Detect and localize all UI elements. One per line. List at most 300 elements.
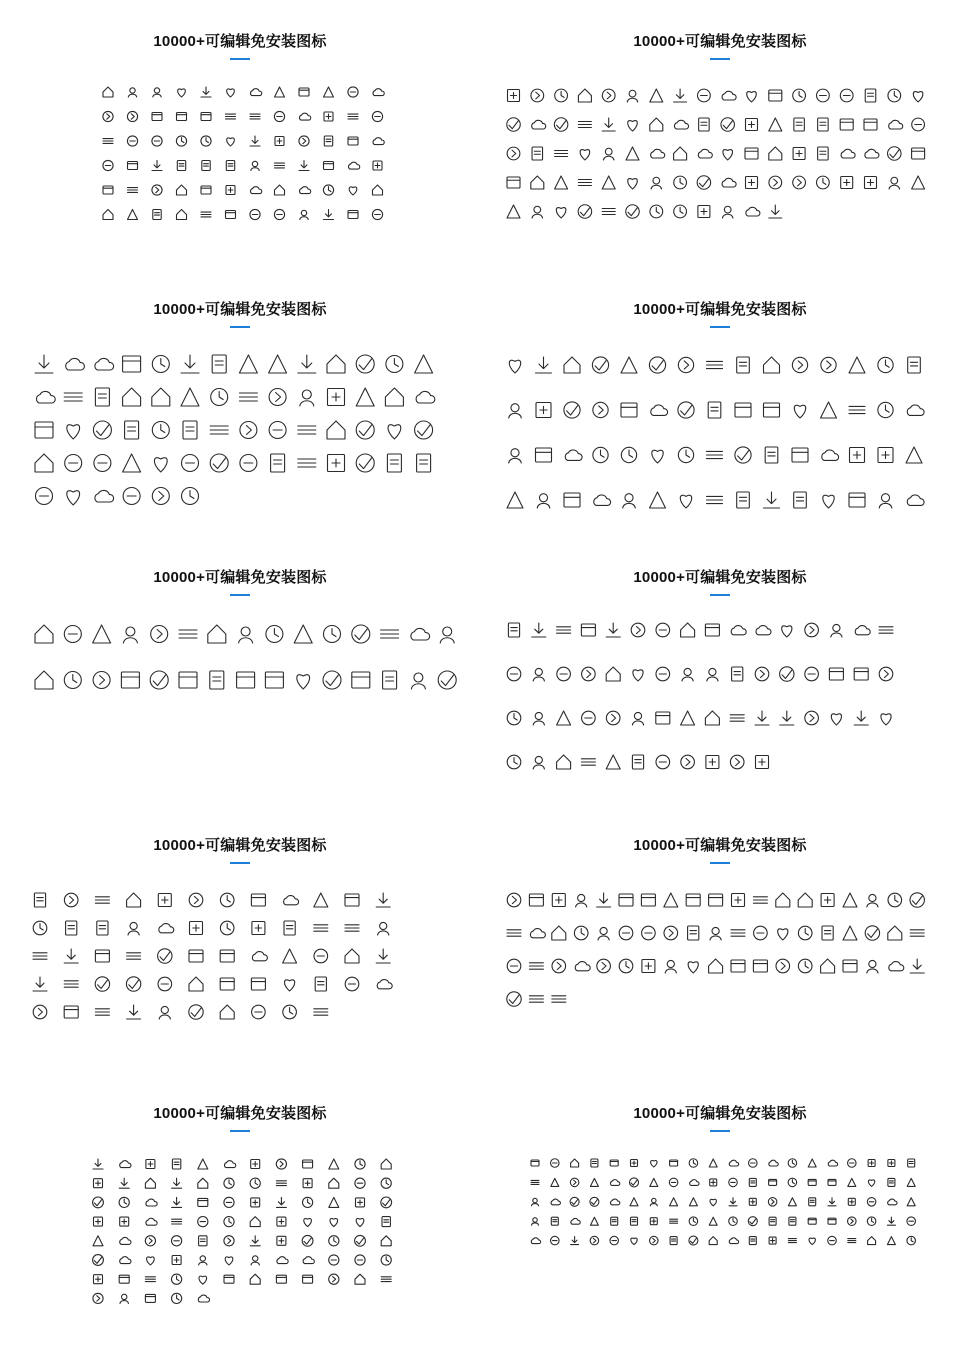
guarani-icon [606,667,620,681]
font-size-icon [593,447,608,462]
sun-snow-icon [125,421,139,439]
calendar-search-icon [376,893,390,907]
sync-icon [177,185,187,195]
eye-icon [145,1236,155,1246]
pound-icon [656,667,670,681]
music-note-icon [828,1236,837,1245]
tabs-icon [908,357,921,373]
wand-icon [610,1180,619,1186]
trophy-icon [913,92,923,102]
cloud-clock-icon [159,924,174,933]
leo-icon [328,389,345,406]
medal-icon [828,1179,836,1185]
warning-icon [94,1217,103,1226]
brush-icon [906,447,922,463]
pill-icon [597,893,611,907]
pin-icon [93,1159,103,1169]
align-h-center-icon [537,494,550,508]
more-icon [626,205,640,219]
sagittarius-icon [388,425,401,439]
cloud-up-icon [314,925,328,931]
flag-wave-icon [152,136,162,146]
basket-down-icon [656,712,670,724]
card-icon [532,120,546,129]
play-icon [841,177,853,189]
notepad-icon [602,209,615,215]
cloud-heavy-rain-icon [387,454,401,472]
drop-icon [507,118,521,132]
briefcase-icon [251,1160,260,1169]
cloud-icon [152,356,169,373]
user-5-icon [610,1160,618,1166]
lock-icon [276,1275,286,1283]
dash-circle-icon [152,113,162,121]
align-left-bar-icon [564,493,580,507]
thumbs-up-icon [299,136,309,146]
gauge-icon [912,148,925,159]
cube-icon [808,1179,816,1185]
search-plus-icon [355,1235,366,1246]
corner-2-circle-icon [888,893,902,907]
magnet-icon [507,492,523,508]
close-icon [746,177,758,189]
search-icon [172,1236,182,1246]
arrow-left-icon [201,186,211,194]
aquarius-icon [35,355,53,373]
icon-panel-8 [480,804,960,1072]
text-cursor-icon [907,405,924,415]
face-icon [769,1179,777,1185]
link-icon [650,1198,657,1206]
cart-icon [611,1217,618,1225]
medal-icon [864,119,877,130]
chat-icon [120,1257,131,1264]
diamond-fill-icon [737,492,750,508]
receipt-icon [606,755,620,769]
tray-x-icon [345,949,359,963]
cash-icon [848,1217,857,1226]
infinity-circle-icon [697,176,711,190]
globe-grid-icon [818,147,829,160]
link-icon [627,90,638,102]
table-cols-icon [536,403,551,418]
settings-icon [250,114,260,119]
icon-area [480,86,960,258]
doc-text-icon [710,1199,716,1205]
snowflake-icon [240,455,257,472]
signal-icon [698,206,710,218]
chat-icon [690,1180,699,1186]
tuning-fork-icon [239,627,253,643]
laptop-icon [888,1160,895,1167]
calendar-sync-icon [314,893,328,907]
lab-icon [729,1198,737,1206]
bolt-icon [177,210,187,220]
dollar-icon [782,626,792,637]
align-left-icon [564,357,580,373]
sun-wind-rain-icon [67,491,80,505]
shield-2-icon [808,1159,816,1167]
icon-panel-5 [0,536,480,804]
bookmark-icon [329,1159,339,1169]
photo-icon [227,138,235,146]
merge-icon [507,959,521,973]
send-icon [865,149,879,158]
inbox-2-icon [172,1274,182,1284]
info-circle-icon [731,960,745,972]
font-box-4-icon [850,448,865,463]
bolt-icon [674,147,687,160]
drop-icon [381,1197,392,1208]
record-off-icon [208,625,226,643]
cloud-sun-icon [239,355,257,373]
dollar-icon [631,1238,637,1244]
globe-icon [578,122,591,128]
no-icon [324,162,334,170]
icon-set [480,86,960,258]
panel-title: 10000+可编辑免安装图标 [153,301,327,318]
moon-half-icon [298,426,316,434]
mic-small-icon [817,176,830,189]
lollipop-icon [172,1293,182,1303]
compass-icon [356,1219,364,1227]
user-3-icon [571,1159,579,1167]
pound-circle-icon [581,759,595,765]
icon-set [480,1158,960,1330]
envelope-check-icon [878,402,893,417]
moon-striped-icon [327,421,345,439]
cloud-icon [176,136,186,146]
sun-drizzle-icon [210,454,228,472]
chat-3-icon [809,1238,815,1244]
icon-area [480,1158,960,1330]
cloud-rain-icon [555,176,568,189]
photo-icon [330,1219,338,1227]
distribute-v-icon [680,495,691,508]
book-icon [769,90,782,101]
doc-minus-icon [127,1005,141,1019]
cloud-x-icon [252,922,265,935]
cloud-down-icon [128,922,139,935]
music-note-icon [372,209,382,219]
calendar-x-icon [345,894,359,906]
paint-roller-icon [764,492,780,508]
pin-down-icon [710,927,721,940]
icon-area [0,622,480,794]
helm-icon [146,1218,157,1225]
open-icon [670,1198,678,1206]
cloud-icon [381,1178,391,1188]
usb-icon [723,150,733,160]
chevron-left-small-icon [323,185,333,195]
info-circle-icon [177,113,187,121]
spinner-icon [570,1197,579,1206]
rss-icon [94,1179,103,1188]
calendar-icon [818,118,829,131]
export-icon [153,210,161,220]
cart-empty-icon [881,714,891,725]
bars-icon [580,150,590,160]
code-arrows-icon [642,960,655,973]
tag-icon [908,1159,915,1167]
cloud-mix-icon [95,490,114,502]
credit-card-icon [251,1198,260,1207]
paw-icon [809,1198,816,1206]
clipboard-icon [224,1197,234,1207]
icon-set [480,354,960,526]
folder-check-icon [33,977,47,991]
align-right-bar-icon [594,495,611,505]
link-icon [251,1256,259,1265]
image-icon [381,1159,391,1169]
calendar-heart-icon [95,897,109,903]
calendar-icon [172,1159,180,1169]
panes-icon [678,402,694,418]
save-icon [748,1217,757,1226]
glass-icon [749,1198,756,1205]
icon-panel-2 [480,0,960,268]
inbox-icon [146,1160,155,1169]
sun-lightning-icon [356,454,374,472]
panes-3-icon [735,403,751,417]
phone-icon [722,206,733,218]
doc-plus-icon [283,1005,297,1019]
bolt-icon [329,1178,339,1188]
justify-center-icon [879,494,892,508]
justify-left-icon [823,495,834,508]
bag-icon [769,1217,776,1225]
sliders-icon [172,1256,181,1265]
plug-icon [698,149,712,158]
grid-icon [907,1198,915,1206]
plus-circle-icon [373,185,383,195]
doc-edit-icon [220,1005,234,1019]
title-underline [230,326,250,328]
pacman-icon [178,89,186,97]
tag-icon [699,118,710,131]
anchor-icon [119,1197,129,1207]
club-icon [227,89,235,97]
calendar-icon [34,893,45,907]
trophy-icon [304,1219,312,1227]
clock-circle-icon [674,176,687,189]
eject-icon [266,626,283,643]
icon-panel-9 [0,1072,480,1340]
layers-icon [621,357,637,373]
radiation-icon [768,1198,777,1207]
distribute-h-icon [623,494,636,508]
image-3-icon [355,1274,365,1284]
tumblr-icon [709,1159,717,1167]
cut-icon [251,161,259,170]
banknote-icon [582,711,596,725]
coin-icon [348,137,358,145]
menu-arrows-icon [688,962,698,973]
desktop-icon [199,1236,207,1246]
collapse-icon [910,930,924,936]
pushpin-icon [224,1275,234,1283]
panel-title: 10000+可编辑免安装图标 [633,33,807,50]
phone-icon [128,88,136,97]
briefcase-icon [275,137,284,146]
cloud-snow-icon [35,422,53,438]
folder-up-icon [284,980,294,991]
calendar-small-icon [532,206,543,218]
title-underline [230,1130,250,1132]
user-group-icon [630,1178,639,1187]
cart-x-icon [606,623,620,637]
monitor-icon [722,178,736,187]
mouse-icon [650,205,663,218]
folder-search-icon [220,978,234,990]
cloud-sync-icon [220,921,234,935]
doc-heart-icon [64,1006,78,1018]
panel-title: 10000+可编辑免安装图标 [153,569,327,586]
printer-icon [177,161,185,171]
pause-circle-icon [150,671,168,689]
icon-panel-6 [480,536,960,804]
cloud-snow-sun-icon [67,425,80,439]
bag-x-icon [507,711,521,725]
receipt-baht-icon [632,755,643,769]
network-icon [841,149,855,158]
folder-down-icon [64,981,78,987]
font-box-2-icon [765,447,778,463]
mic-stand-icon [440,627,454,643]
bandage-icon [889,177,900,189]
lock-icon [808,1218,816,1224]
cloud-plus-icon [190,922,203,935]
align-center-icon [536,357,552,373]
basket-minus-icon [705,711,719,725]
icon-area [480,622,960,794]
basket-add-icon [831,714,841,725]
message-icon [145,1277,155,1282]
twitter-icon [689,1159,698,1168]
icon-panel-7 [0,804,480,1072]
search-icon [348,87,358,97]
globe-icon [226,114,236,119]
mail-icon [348,211,358,219]
flag-icon [198,1217,208,1227]
bag-icon [732,667,743,681]
basket-star-icon [755,711,769,725]
receipt-cedi-icon [656,755,670,769]
chat-2-icon [689,1217,698,1226]
node-link-icon [764,403,780,417]
chevron-left-icon [650,118,663,131]
icon-area [480,890,960,1062]
image-2-icon [329,1255,339,1265]
folder-check-2-icon [315,977,326,991]
justify-full-icon [907,495,924,505]
rotate-icon [910,893,924,907]
card-icon [731,626,746,635]
cloud-lightning-icon [212,355,226,373]
doc-flag-icon [314,1009,328,1015]
chevron-right-icon [251,187,262,194]
speaker-high-icon [123,627,137,643]
moon-icon [674,205,687,218]
flag-icon [127,136,137,146]
x-circle-icon [798,893,812,907]
timer-icon [119,1178,129,1188]
link-2-icon [381,1255,391,1265]
mixer-icon [35,671,53,689]
ring-icon [670,1237,677,1245]
mic-icon [788,1239,796,1243]
heart-broken-icon [277,1217,286,1226]
cloud-rain-md-icon [65,455,82,472]
exchange-icon [709,959,723,973]
document-icon [507,177,520,188]
euro-icon [805,623,819,637]
star-icon [789,1217,796,1225]
monitor-icon [277,1257,288,1264]
folder-chart-icon [33,1005,47,1019]
coffee-icon [865,89,876,102]
bag-plus-icon [854,668,868,680]
split-h-icon [529,963,543,969]
key-icon [224,1236,234,1246]
hexagon-icon [821,402,837,418]
folder-icon [202,161,210,171]
header-icon [878,357,893,372]
plane-icon [867,1198,876,1207]
map-icon [355,1255,365,1265]
cloud-shower-icon [182,455,199,472]
refresh-double-icon [529,894,543,906]
id-icon [840,119,853,130]
bars-up-icon [557,667,571,681]
image-icon [578,89,591,102]
chevron-up-circle-icon [843,893,857,907]
ticket-icon [198,1159,208,1169]
document-icon [303,1160,313,1168]
user-4-icon [591,1159,598,1167]
folder-plus-icon [126,977,140,991]
toggle-icon [794,118,805,131]
folder-sync-icon [158,977,172,991]
toggle-on-icon [651,177,662,189]
home-icon [103,87,113,97]
split-3-icon [737,357,750,373]
diamond-arrows-icon [619,959,633,973]
icon-set [480,622,960,794]
sun-low-icon [152,488,169,505]
table-grid-icon [621,403,637,417]
basket-x-icon [780,711,794,725]
pin-icon [887,1217,895,1225]
bar-chart-icon [507,667,521,681]
bookmark-icon [788,1198,796,1206]
cedi-icon [681,623,695,637]
calendar-icon [226,161,234,171]
heart-icon [848,1198,855,1205]
flag-icon [907,1217,916,1226]
envelope-x-icon [849,406,865,413]
hourglass-icon [349,162,360,169]
sunrise-icon [210,426,228,434]
corner-circle-icon [867,894,878,907]
terminal-icon [556,208,566,218]
dropbox-icon [749,1159,758,1168]
gear-icon [201,113,211,121]
microphone-icon [411,628,430,640]
chart-icon [551,1217,558,1225]
sun-haze-icon [123,388,141,406]
magnet-icon [590,1178,598,1186]
